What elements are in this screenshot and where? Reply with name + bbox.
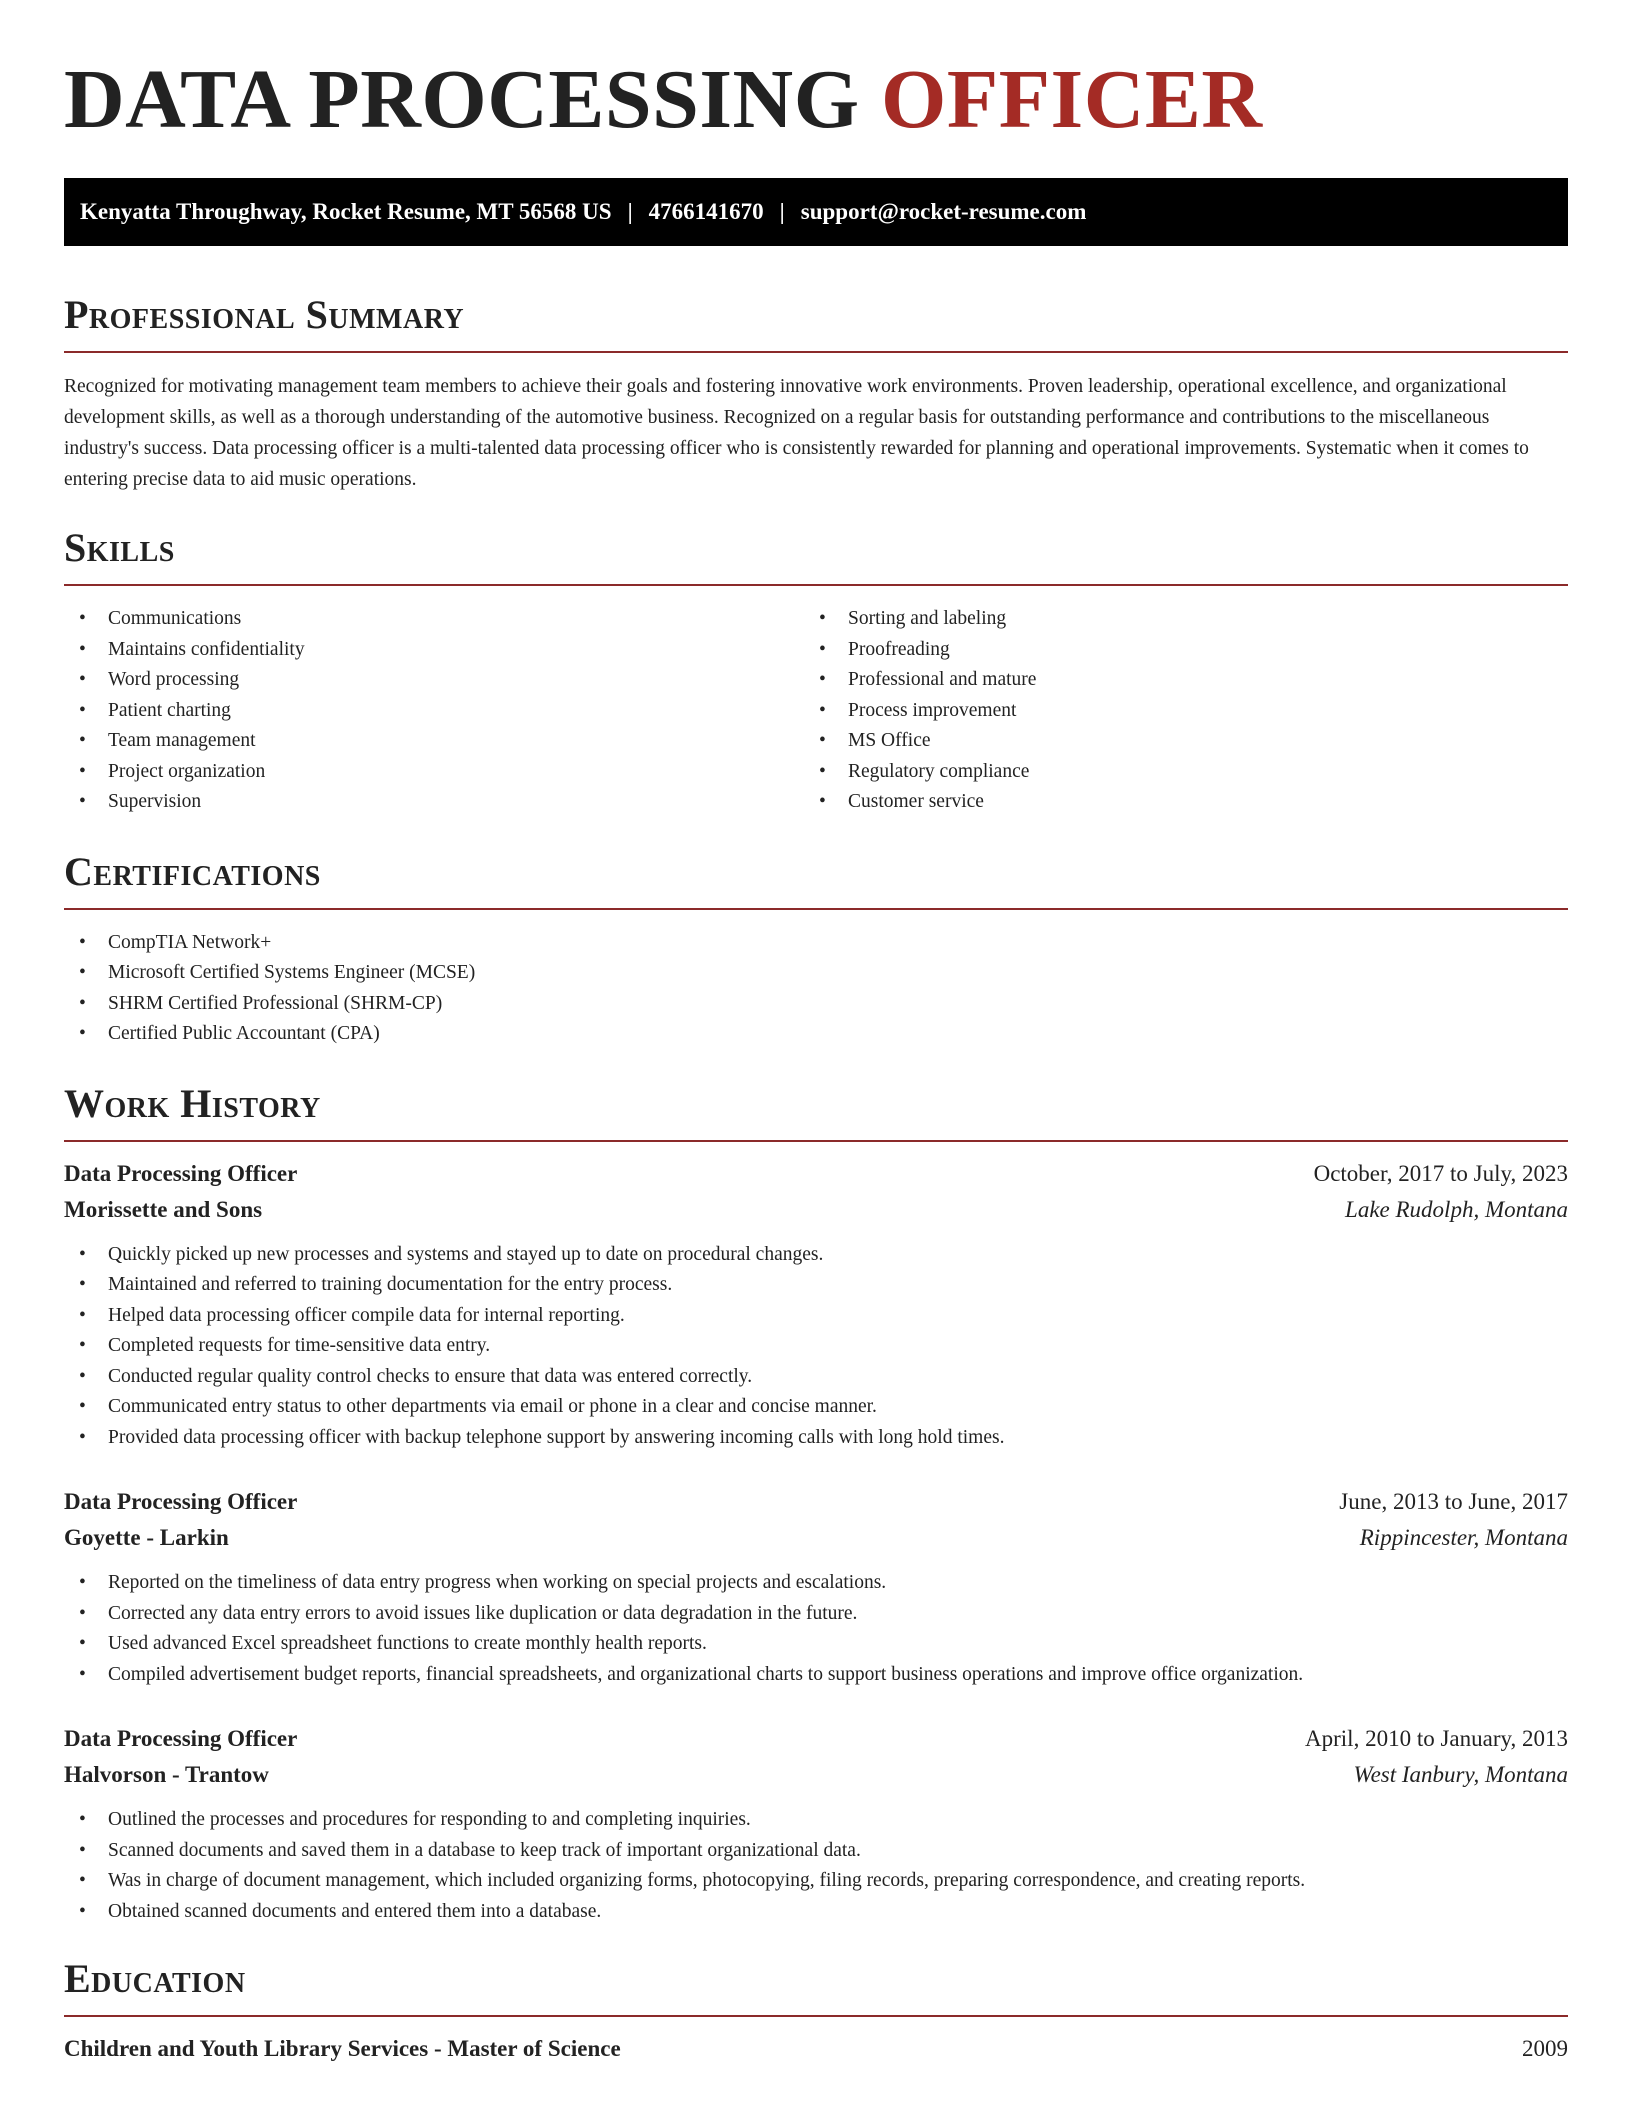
job-entry [64, 1721, 1568, 1927]
education-section [64, 1956, 1568, 2067]
contact-separator: | [779, 199, 785, 224]
skill-item: • Maintains confidentiality [64, 635, 804, 666]
skills-list-left [64, 604, 804, 818]
certification-item: • Microsoft Certified Systems Engineer (MCSE) [64, 958, 1568, 989]
job-bullet: • Outlined the processes and procedures for responding to and completing inquiries. [64, 1805, 1568, 1836]
skills-title: Skills [64, 525, 175, 570]
section-divider [64, 584, 1568, 586]
work-history-section [64, 1080, 1568, 1928]
certifications-section [64, 848, 1568, 1050]
section-divider [64, 2015, 1568, 2017]
certification-item: • SHRM Certified Professional (SHRM-CP) [64, 989, 1568, 1020]
job-bullet: • Reported on the timeliness of data entry progress when working on special projects and escalations. [64, 1568, 1568, 1599]
skill-item: • Customer service [804, 787, 1544, 818]
job-bullet: • Was in charge of document management, which included organizing forms, photocopying, filing records, preparing correspondence, and creating reports. [64, 1866, 1568, 1897]
contact-separator: | [627, 199, 633, 224]
certifications-title: Certifications [64, 848, 321, 894]
section-divider [64, 908, 1568, 910]
job-entry [64, 1156, 1568, 1454]
job-dates: October, 2017 to July, 2023 [1313, 1160, 1568, 1186]
job-bullet: • Provided data processing officer with backup telephone support by answering incoming calls with long hold times. [64, 1423, 1568, 1454]
certifications-list [64, 928, 1568, 1050]
certification-item: • CompTIA Network+ [64, 928, 1568, 959]
education-year: 2009 [1522, 2036, 1568, 2061]
job-bullet: • Communicated entry status to other departments via email or phone in a clear and concise manner. [64, 1392, 1568, 1423]
job-role: Data Processing Officer [64, 1160, 298, 1186]
contact-email[interactable]: support@rocket-resume.com [800, 199, 1087, 224]
work-history-title: Work History [64, 1080, 321, 1126]
skill-item: • MS Office [804, 726, 1544, 757]
skills-section [64, 525, 1568, 818]
job-bullet: • Scanned documents and saved them in a database to keep track of important organizational data. [64, 1836, 1568, 1867]
contact-bar [64, 178, 1568, 246]
job-company: Halvorson - Trantow [64, 1762, 269, 1787]
job-dates: April, 2010 to January, 2013 [1305, 1726, 1568, 1751]
skill-item: • Process improvement [804, 696, 1544, 727]
skill-item: • Word processing [64, 665, 804, 696]
education-header [64, 2031, 1568, 2067]
resume-page [64, 0, 1568, 2067]
job-role: Data Processing Officer [64, 1489, 298, 1514]
skill-item: • Patient charting [64, 696, 804, 727]
skill-item: • Team management [64, 726, 804, 757]
education-degree: Children and Youth Library Services - Master of Science [64, 2036, 621, 2061]
contact-phone: 4766141670 [648, 199, 764, 224]
skill-item: • Communications [64, 604, 804, 635]
job-bullet: • Used advanced Excel spreadsheet functions to create monthly health reports. [64, 1629, 1568, 1660]
job-subheader [64, 1192, 1568, 1228]
job-location: Lake Rudolph, Montana [1345, 1196, 1568, 1222]
job-bullets [64, 1240, 1568, 1454]
skill-item: • Project organization [64, 757, 804, 788]
section-divider [64, 351, 1568, 353]
job-subheader [64, 1520, 1568, 1556]
job-bullet: • Quickly picked up new processes and systems and stayed up to date on procedural changes. [64, 1240, 1568, 1271]
job-bullet: • Conducted regular quality control checks to ensure that data was entered correctly. [64, 1362, 1568, 1393]
job-bullets [64, 1805, 1568, 1927]
skills-list-right [804, 604, 1544, 818]
skill-item: • Sorting and labeling [804, 604, 1544, 635]
job-entry [64, 1484, 1568, 1690]
job-bullets [64, 1568, 1568, 1690]
job-bullet: • Corrected any data entry errors to avoid issues like duplication or data degradation in the future. [64, 1599, 1568, 1630]
job-bullet: • Maintained and referred to training documentation for the entry process. [64, 1270, 1568, 1301]
section-divider [64, 1140, 1568, 1142]
job-role: Data Processing Officer [64, 1726, 298, 1751]
job-bullet: • Completed requests for time-sensitive data entry. [64, 1331, 1568, 1362]
skill-item: • Supervision [64, 787, 804, 818]
skill-item: • Regulatory compliance [804, 757, 1544, 788]
job-location: West Ianbury, Montana [1353, 1762, 1568, 1787]
education-title: Education [64, 1956, 246, 2001]
certification-item: • Certified Public Accountant (CPA) [64, 1019, 1568, 1050]
job-subheader [64, 1757, 1568, 1793]
skills-columns [64, 604, 1568, 818]
summary-text: Recognized for motivating management team members to achieve their goals and fostering innovative work environments. Proven leadership, operational excellence, and organizational development skills, as well as a thorough understanding of the automotive business. Recognized on a regular basis for outstanding performance and contributions to the miscellaneous industry's success. Data processing officer is a multi-talented data processing officer who is consistently rewarded for planning and operational improvements. Systematic when it comes to entering precise data to aid music operations. [64, 376, 1529, 490]
job-bullet: • Obtained scanned documents and entered them into a database. [64, 1897, 1568, 1928]
job-header [64, 1721, 1568, 1757]
job-company: Goyette - Larkin [64, 1525, 229, 1550]
summary-title: Professional Summary [64, 292, 465, 337]
job-bullet: • Helped data processing officer compile data for internal reporting. [64, 1301, 1568, 1332]
job-location: Rippincester, Montana [1359, 1525, 1568, 1550]
job-header [64, 1156, 1568, 1192]
name-accent: OFFICER [881, 53, 1263, 146]
resume-name [64, 53, 1568, 146]
skill-item: • Proofreading [804, 635, 1544, 666]
job-company: Morissette and Sons [64, 1196, 263, 1222]
name-main: DATA PROCESSING [64, 53, 860, 146]
job-dates: June, 2013 to June, 2017 [1339, 1489, 1568, 1514]
contact-address: Kenyatta Throughway, Rocket Resume, MT 56568 US [80, 199, 612, 224]
job-header [64, 1484, 1568, 1520]
summary-section [64, 292, 1568, 495]
skill-item: • Professional and mature [804, 665, 1544, 696]
job-bullet: • Compiled advertisement budget reports, financial spreadsheets, and organizational charts to support business operations and improve office organization. [64, 1660, 1568, 1691]
